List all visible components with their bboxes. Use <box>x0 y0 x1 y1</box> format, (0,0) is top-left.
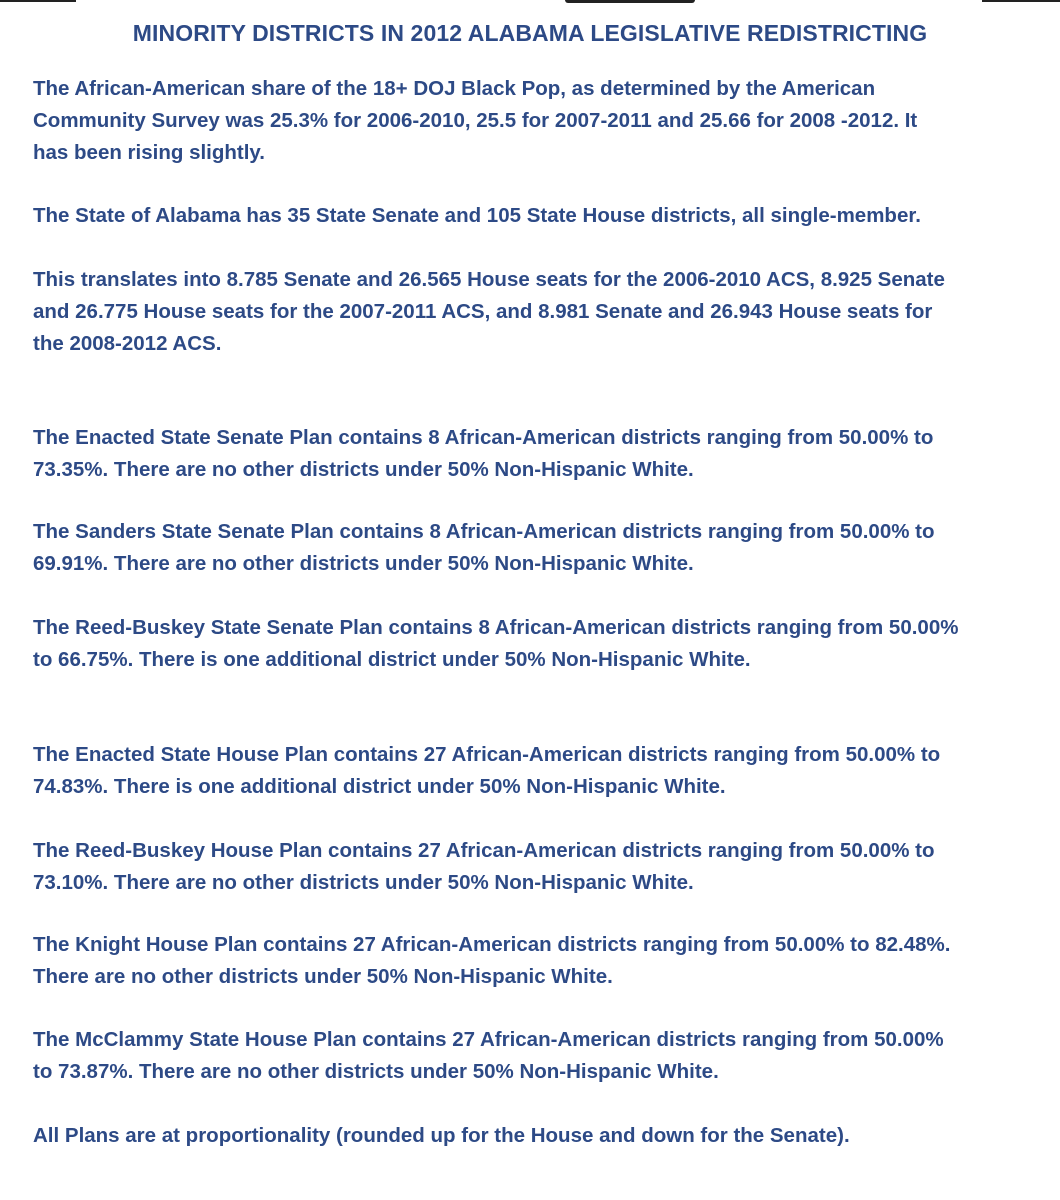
top-border-fragment-left <box>0 0 76 2</box>
paragraph-mcclammy-house: The McClammy State House Plan contains 27 African-American districts ranging from 50.00% to 73.87%. There are no other districts under 50% Non-Hispanic White. <box>33 1028 944 1083</box>
paragraph-reed-buskey-house: The Reed-Buskey House Plan contains 27 African-American districts ranging from 50.00% to 73.10%. There are no other districts under 50% Non-Hispanic White. <box>33 839 935 894</box>
document-title: MINORITY DISTRICTS IN 2012 ALABAMA LEGISLATIVE REDISTRICTING <box>132 20 928 47</box>
paragraph-knight-house: The Knight House Plan contains 27 African-American districts ranging from 50.00% to 82.48%. There are no other districts under 50% Non-Hispanic White. <box>33 933 951 988</box>
top-border-fragment-right <box>982 0 1060 2</box>
paragraph-enacted-house: The Enacted State House Plan contains 27 African-American districts ranging from 50.00% to 74.83%. There is one additional district under 50% Non-Hispanic White. <box>33 743 941 798</box>
paragraph-district-counts: The State of Alabama has 35 State Senate and 105 State House districts, all single-member. <box>33 204 921 227</box>
paragraph-proportionality: All Plans are at proportionality (rounded up for the House and down for the Senate). <box>33 1124 850 1147</box>
paragraph-reed-buskey-senate: The Reed-Buskey State Senate Plan contains 8 African-American districts ranging from 50.00% to 66.75%. There is one additional district under 50% Non-Hispanic White. <box>33 616 959 671</box>
paragraph-acs-share: The African-American share of the 18+ DOJ Black Pop, as determined by the American Community Survey was 25.3% for 2006-2010, 25.5 for 2007-2011 and 25.66 for 2008 -2012. It has been rising slightly. <box>33 77 918 164</box>
paragraph-seat-translation: This translates into 8.785 Senate and 26.565 House seats for the 2006-2010 ACS, 8.925 Senate and 26.775 House seats for the 2007-2011 ACS, and 8.981 Senate and 26.943 House seats for the 2008-2012 ACS. <box>33 268 945 355</box>
paragraph-sanders-senate: The Sanders State Senate Plan contains 8 African-American districts ranging from 50.00% to 69.91%. There are no other districts under 50% Non-Hispanic White. <box>33 520 935 575</box>
paragraph-enacted-senate: The Enacted State Senate Plan contains 8 African-American districts ranging from 50.00% to 73.35%. There are no other districts under 50% Non-Hispanic White. <box>33 426 934 481</box>
top-border-fragment-middle <box>565 0 695 3</box>
